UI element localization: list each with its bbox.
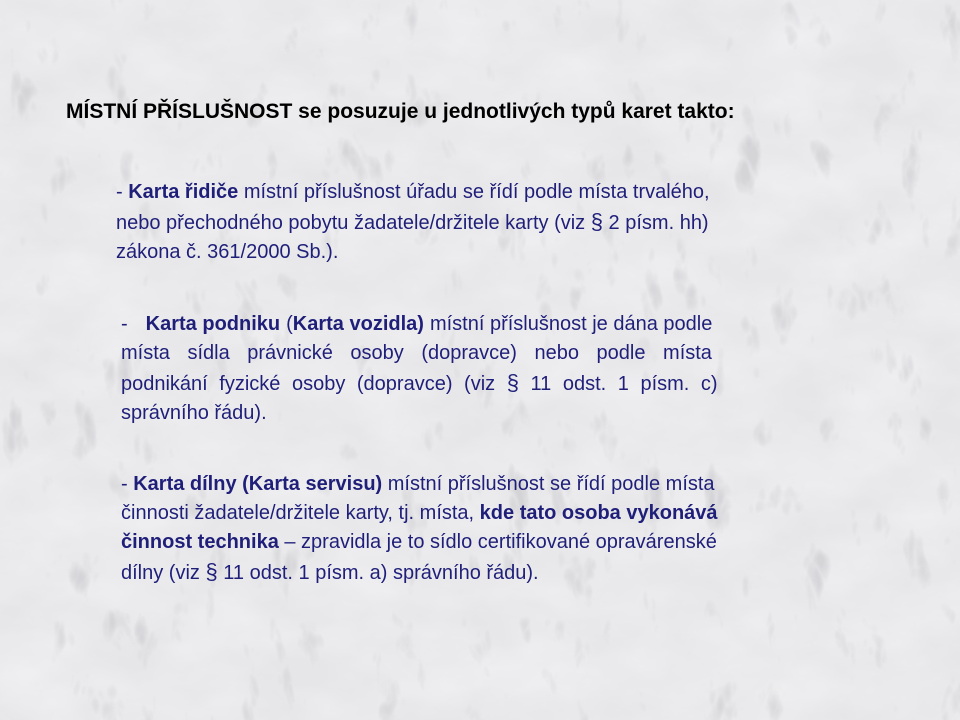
card-type-podnik: Karta podniku (145, 313, 281, 335)
item-dilna-line-2: činnosti žadatele/držitele karty, tj. místa, kde tato osoba vykonává (121, 502, 718, 524)
item-ridic (116, 178, 861, 267)
item-dilna-line-3: činnost technika – zpravidla je to sídlo certifikované opravárenské (121, 531, 717, 553)
item-dilna (121, 470, 858, 588)
item-podnik (121, 310, 840, 428)
item-podnik-line-1: - Karta podniku ( Karta vozidla) místní příslušnost je dána podle (121, 310, 840, 339)
emphasis-cinnost: činnost technika (121, 531, 279, 553)
card-type-vozidlo: Karta vozidla) (292, 313, 424, 335)
item-ridic-line-3: zákona č. 361/2000 Sb.). (116, 241, 339, 263)
emphasis-vykonava: kde tato osoba vykonává (479, 502, 718, 524)
paragraph-symbol: § (205, 559, 218, 584)
paragraph-symbol: § (506, 370, 519, 395)
item-podnik-line-2: místa sídla právnické osoby (dopravce) nebo podle místa (121, 342, 712, 364)
card-type-ridic: Karta řidiče (128, 181, 239, 203)
item-dilna-line-1: - Karta dílny (Karta servisu) místní příslušnost se řídí podle místa (121, 473, 715, 495)
slide-title: MÍSTNÍ PŘÍSLUŠNOST se posuzuje u jednotlivých typů karet takto: (66, 100, 735, 123)
item-ridic-line-2: nebo přechodného pobytu žadatele/držitele karty (viz § 2 písm. hh) (116, 209, 709, 234)
card-type-dilna: Karta dílny (Karta servisu) (133, 473, 383, 495)
item-podnik-line-4: správního řádu). (121, 402, 267, 424)
item-dilna-line-4: dílny (viz § 11 odst. 1 písm. a) správního řádu). (121, 559, 539, 584)
item-ridic-line-1: - Karta řidiče místní příslušnost úřadu se řídí podle místa trvalého, (116, 181, 710, 203)
item-podnik-line-3: podnikání fyzické osoby (dopravce) (viz § 11 odst. 1 písm. c) (121, 370, 718, 395)
paragraph-symbol: § (590, 209, 603, 234)
